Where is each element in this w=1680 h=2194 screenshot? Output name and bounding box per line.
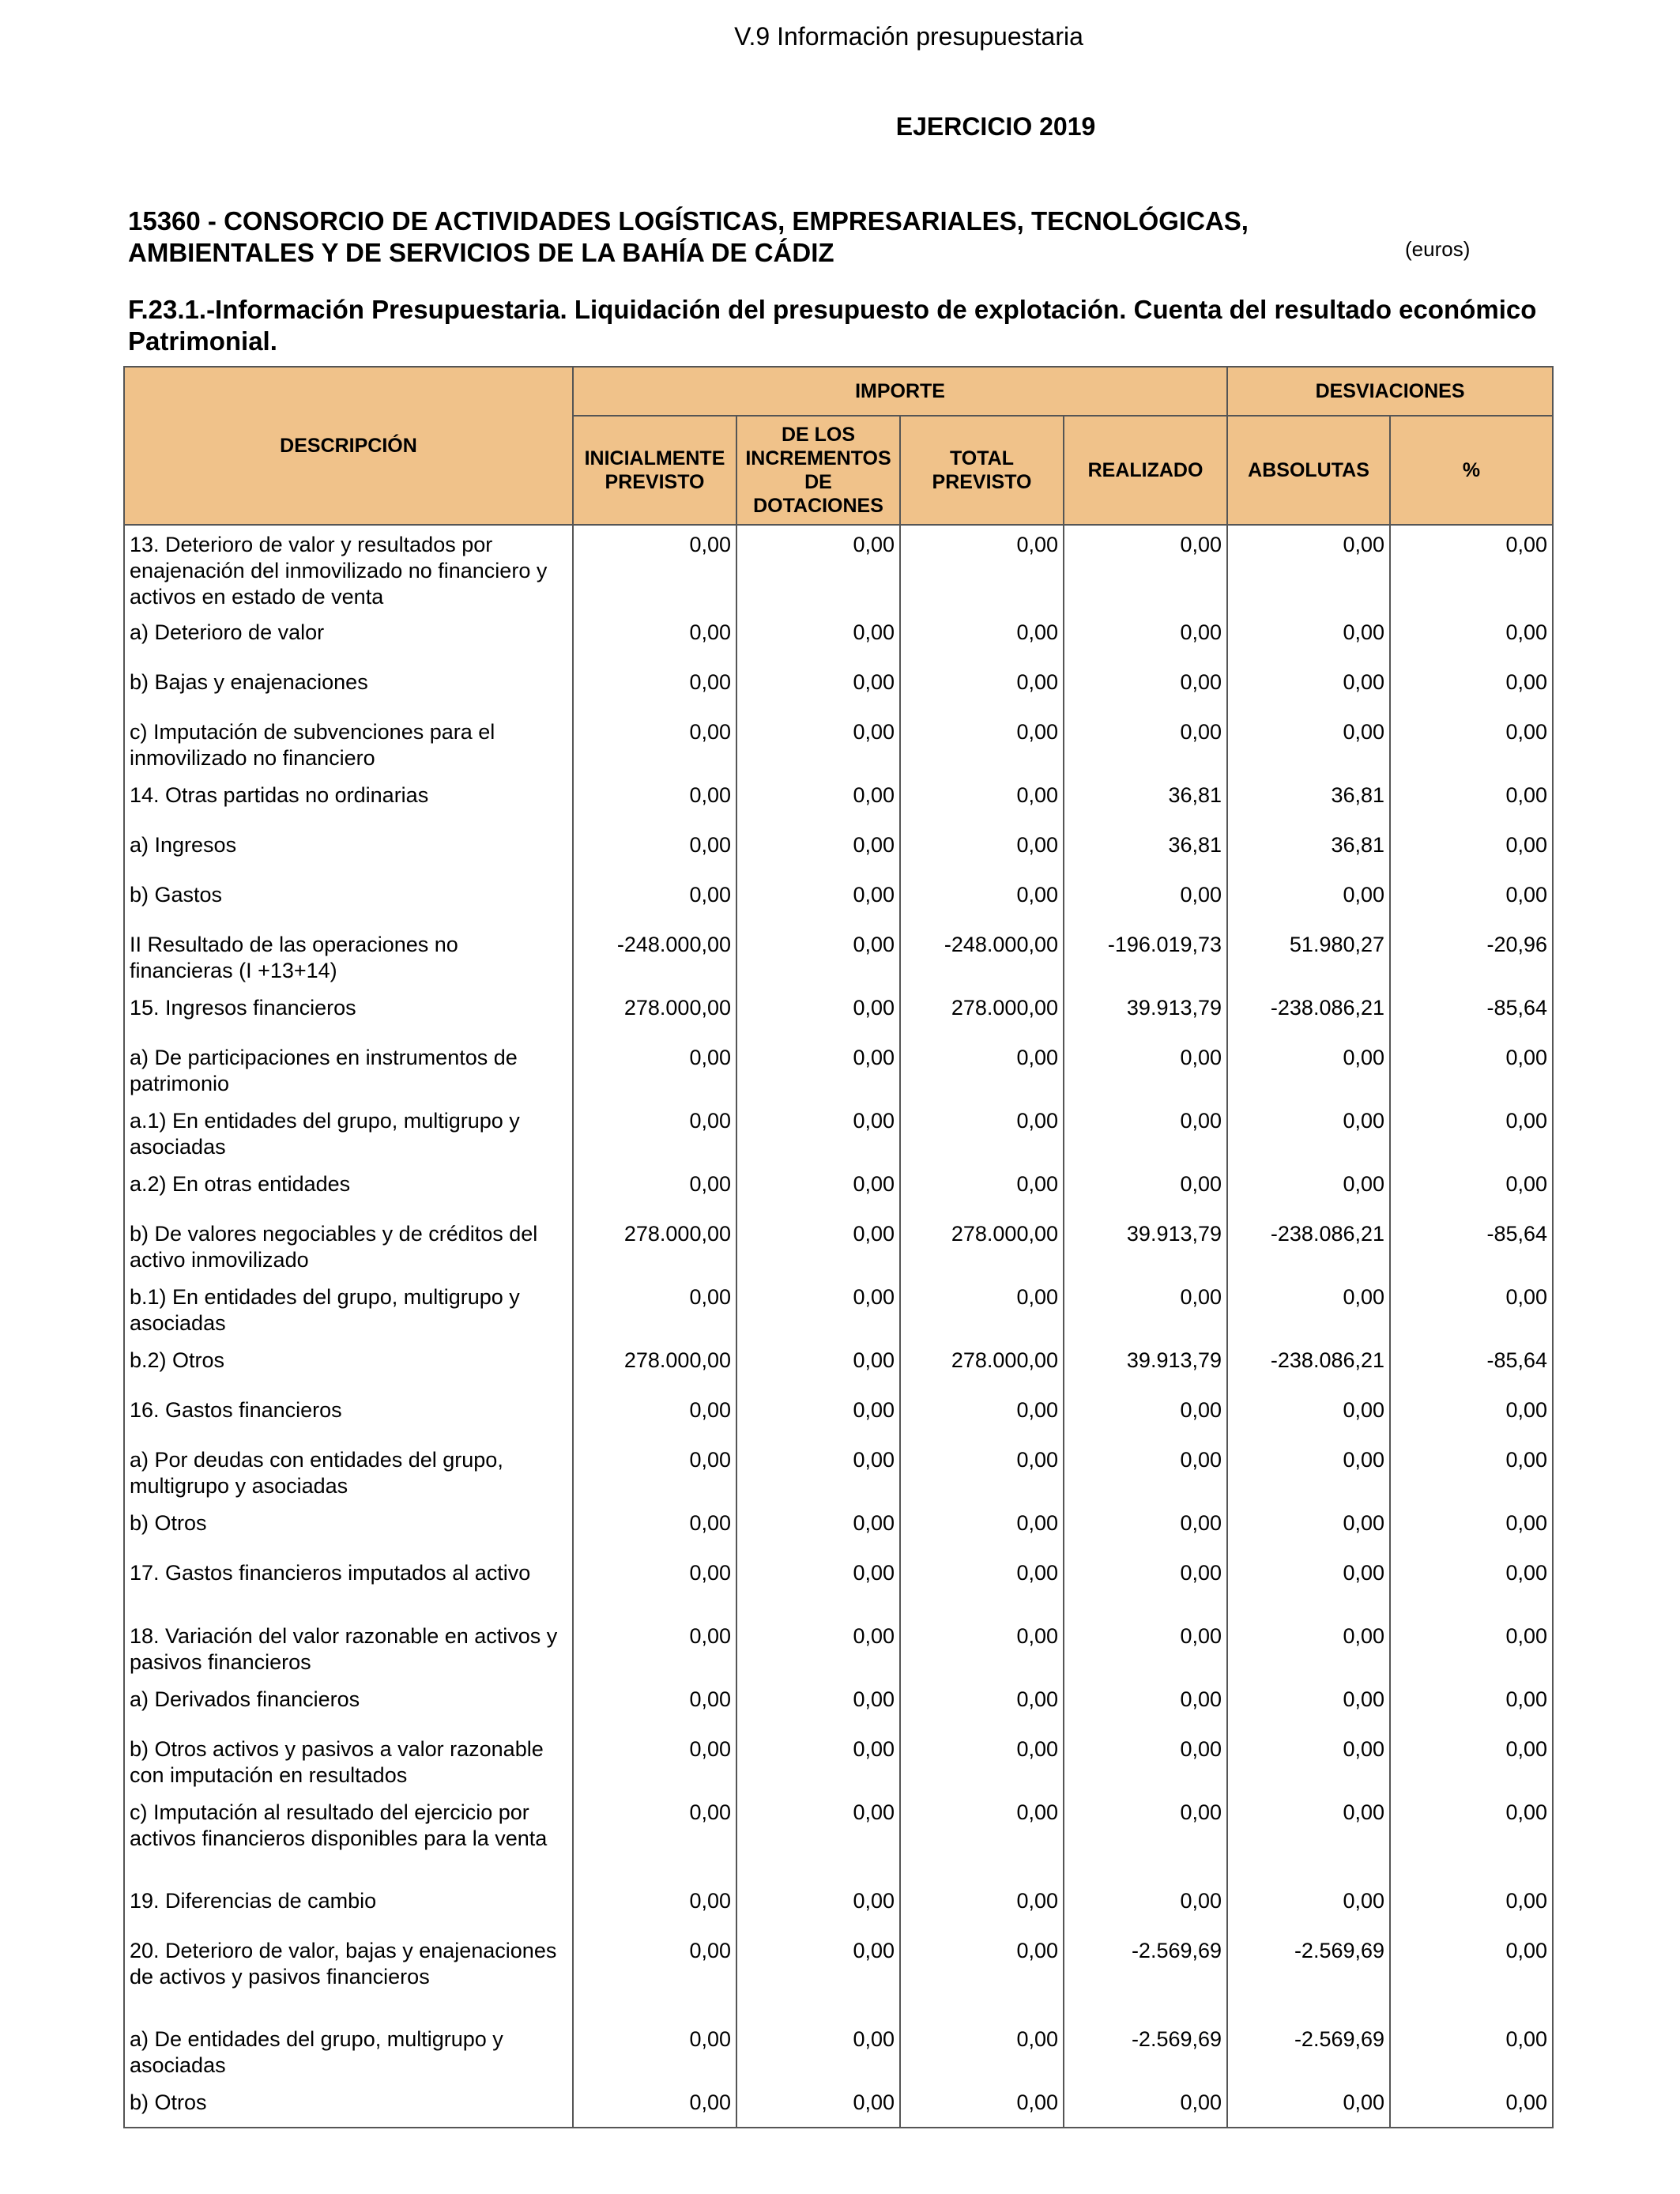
cell-inicialmente-previsto: 278.000,00 [573,1341,736,1391]
table-row [124,1215,1553,1278]
cell-porcentaje: 0,00 [1390,1278,1553,1341]
cell-absolutas: 0,00 [1227,1504,1390,1554]
cell-total-previsto: 0,00 [900,2083,1064,2128]
cell-porcentaje: 0,00 [1390,1932,1553,2020]
cell-realizado: 0,00 [1064,1730,1227,1793]
cell-incrementos: 0,00 [736,713,900,776]
cell-realizado: 0,00 [1064,1680,1227,1730]
cell-realizado: 0,00 [1064,1391,1227,1441]
table-row [124,1102,1553,1165]
cell-absolutas: 0,00 [1227,613,1390,663]
cell-total-previsto: 0,00 [900,1278,1064,1341]
cell-absolutas: 0,00 [1227,1882,1390,1932]
cell-realizado: 36,81 [1064,826,1227,876]
cell-inicialmente-previsto: 0,00 [573,1680,736,1730]
table-row [124,1932,1553,2020]
cell-inicialmente-previsto: 0,00 [573,1932,736,2020]
cell-absolutas: 0,00 [1227,876,1390,925]
cell-realizado: 0,00 [1064,876,1227,925]
cell-realizado: 0,00 [1064,2083,1227,2128]
table-row [124,1793,1553,1882]
entity-name: 15360 - CONSORCIO DE ACTIVIDADES LOGÍSTICAS, EMPRESARIALES, TECNOLÓGICAS, AMBIENTALES Y DE SERVICIOS DE LA BAHÍA DE CÁDIZ [128,206,1249,267]
cell-inicialmente-previsto: 0,00 [573,1617,736,1680]
table-body [124,525,1553,2128]
row-description: b) Otros activos y pasivos a valor razonable con imputación en resultados [124,1730,573,1793]
cell-inicialmente-previsto: 0,00 [573,776,736,826]
cell-total-previsto: 278.000,00 [900,1341,1064,1391]
cell-total-previsto: 278.000,00 [900,1215,1064,1278]
cell-absolutas: 0,00 [1227,1730,1390,1793]
cell-inicialmente-previsto: 0,00 [573,1441,736,1504]
row-description: b) Otros [124,1504,573,1554]
row-description: 17. Gastos financieros imputados al activo [124,1554,573,1617]
cell-total-previsto: 0,00 [900,1039,1064,1102]
table-row [124,713,1553,776]
cell-porcentaje: 0,00 [1390,826,1553,876]
row-description: b.2) Otros [124,1341,573,1391]
row-description: b.1) En entidades del grupo, multigrupo y asociadas [124,1278,573,1341]
cell-incrementos: 0,00 [736,1391,900,1441]
cell-total-previsto: 0,00 [900,1391,1064,1441]
cell-inicialmente-previsto: 0,00 [573,1391,736,1441]
cell-absolutas: 0,00 [1227,713,1390,776]
cell-inicialmente-previsto: 0,00 [573,1793,736,1882]
cell-inicialmente-previsto: 0,00 [573,1554,736,1617]
cell-realizado: 0,00 [1064,1165,1227,1215]
cell-inicialmente-previsto: 0,00 [573,613,736,663]
row-description: II Resultado de las operaciones no financieras (I +13+14) [124,925,573,989]
cell-realizado: 39.913,79 [1064,1215,1227,1278]
cell-absolutas: 0,00 [1227,1278,1390,1341]
cell-realizado: 0,00 [1064,1554,1227,1617]
cell-total-previsto: -248.000,00 [900,925,1064,989]
cell-inicialmente-previsto: 0,00 [573,1102,736,1165]
cell-incrementos: 0,00 [736,1504,900,1554]
cell-incrementos: 0,00 [736,1215,900,1278]
cell-absolutas: 0,00 [1227,1165,1390,1215]
cell-realizado: 0,00 [1064,663,1227,713]
cell-incrementos: 0,00 [736,876,900,925]
table-row [124,1391,1553,1441]
cell-realizado: 0,00 [1064,1793,1227,1882]
cell-incrementos: 0,00 [736,613,900,663]
cell-incrementos: 0,00 [736,1554,900,1617]
cell-incrementos: 0,00 [736,1882,900,1932]
cell-realizado: 0,00 [1064,1039,1227,1102]
row-description: 19. Diferencias de cambio [124,1882,573,1932]
table-row [124,1617,1553,1680]
cell-total-previsto: 0,00 [900,1554,1064,1617]
cell-total-previsto: 0,00 [900,1932,1064,2020]
cell-porcentaje: 0,00 [1390,1441,1553,1504]
row-description: b) Bajas y enajenaciones [124,663,573,713]
row-description: c) Imputación de subvenciones para el inmovilizado no financiero [124,713,573,776]
row-description: a.1) En entidades del grupo, multigrupo y asociadas [124,1102,573,1165]
cell-realizado: -2.569,69 [1064,1932,1227,2020]
table-row [124,1504,1553,1554]
row-description: a) Por deudas con entidades del grupo, multigrupo y asociadas [124,1441,573,1504]
header-desviaciones: DESVIACIONES [1227,367,1553,416]
header-importe: IMPORTE [573,367,1227,416]
header-total-previsto: TOTAL PREVISTO [900,416,1064,525]
cell-inicialmente-previsto: 0,00 [573,1504,736,1554]
cell-incrementos: 0,00 [736,925,900,989]
cell-porcentaje: 0,00 [1390,2020,1553,2083]
cell-inicialmente-previsto: 278.000,00 [573,989,736,1039]
cell-inicialmente-previsto: 0,00 [573,1882,736,1932]
cell-inicialmente-previsto: 278.000,00 [573,1215,736,1278]
cell-realizado: 39.913,79 [1064,1341,1227,1391]
cell-porcentaje: 0,00 [1390,613,1553,663]
cell-incrementos: 0,00 [736,2020,900,2083]
cell-incrementos: 0,00 [736,776,900,826]
cell-inicialmente-previsto: 0,00 [573,2083,736,2128]
header-porcentaje: % [1390,416,1553,525]
cell-realizado: 36,81 [1064,776,1227,826]
cell-inicialmente-previsto: 0,00 [573,826,736,876]
row-description: b) Otros [124,2083,573,2128]
cell-porcentaje: 0,00 [1390,713,1553,776]
cell-porcentaje: 0,00 [1390,1165,1553,1215]
cell-porcentaje: 0,00 [1390,663,1553,713]
header-incrementos: DE LOS INCREMENTOS DE DOTACIONES [736,416,900,525]
cell-incrementos: 0,00 [736,1165,900,1215]
row-description: b) Gastos [124,876,573,925]
table-row [124,1730,1553,1793]
table-row [124,663,1553,713]
exercise-title: EJERCICIO 2019 [895,112,1096,141]
cell-incrementos: 0,00 [736,1680,900,1730]
cell-absolutas: 0,00 [1227,663,1390,713]
cell-incrementos: 0,00 [736,1730,900,1793]
cell-absolutas: -238.086,21 [1227,1341,1390,1391]
cell-absolutas: 0,00 [1227,2083,1390,2128]
table-row [124,2083,1553,2128]
cell-total-previsto: 0,00 [900,663,1064,713]
cell-incrementos: 0,00 [736,826,900,876]
header-inicialmente-previsto: INICIALMENTE PREVISTO [573,416,736,525]
cell-inicialmente-previsto: -248.000,00 [573,925,736,989]
table-row [124,826,1553,876]
cell-porcentaje: 0,00 [1390,525,1553,613]
cell-incrementos: 0,00 [736,989,900,1039]
cell-absolutas: 0,00 [1227,1391,1390,1441]
cell-total-previsto: 0,00 [900,826,1064,876]
table-row [124,1441,1553,1504]
cell-realizado: -196.019,73 [1064,925,1227,989]
header-descripcion: DESCRIPCIÓN [124,367,573,525]
cell-incrementos: 0,00 [736,1341,900,1391]
table-row [124,876,1553,925]
cell-porcentaje: 0,00 [1390,1391,1553,1441]
cell-porcentaje: 0,00 [1390,1730,1553,1793]
cell-total-previsto: 0,00 [900,2020,1064,2083]
cell-incrementos: 0,00 [736,663,900,713]
cell-absolutas: 0,00 [1227,1441,1390,1504]
cell-realizado: 0,00 [1064,1882,1227,1932]
cell-total-previsto: 0,00 [900,1793,1064,1882]
row-description: b) De valores negociables y de créditos del activo inmovilizado [124,1215,573,1278]
cell-porcentaje: 0,00 [1390,876,1553,925]
cell-incrementos: 0,00 [736,1278,900,1341]
cell-porcentaje: 0,00 [1390,1039,1553,1102]
cell-total-previsto: 0,00 [900,1730,1064,1793]
header-absolutas: ABSOLUTAS [1227,416,1390,525]
cell-porcentaje: -20,96 [1390,925,1553,989]
cell-realizado: 0,00 [1064,525,1227,613]
cell-absolutas: -238.086,21 [1227,989,1390,1039]
table-row [124,1882,1553,1932]
cell-porcentaje: -85,64 [1390,1341,1553,1391]
cell-realizado: -2.569,69 [1064,2020,1227,2083]
row-description: 20. Deterioro de valor, bajas y enajenaciones de activos y pasivos financieros [124,1932,573,2020]
cell-total-previsto: 278.000,00 [900,989,1064,1039]
cell-porcentaje: -85,64 [1390,989,1553,1039]
cell-porcentaje: 0,00 [1390,2083,1553,2128]
cell-incrementos: 0,00 [736,1039,900,1102]
cell-incrementos: 0,00 [736,1441,900,1504]
row-description: 13. Deterioro de valor y resultados por enajenación del inmovilizado no financiero y activos en estado de venta [124,525,573,613]
row-description: c) Imputación al resultado del ejercicio por activos financieros disponibles para la venta [124,1793,573,1882]
cell-total-previsto: 0,00 [900,613,1064,663]
table-row [124,2020,1553,2083]
row-description: 15. Ingresos financieros [124,989,573,1039]
cell-total-previsto: 0,00 [900,713,1064,776]
table-row [124,1278,1553,1341]
cell-total-previsto: 0,00 [900,1617,1064,1680]
cell-total-previsto: 0,00 [900,1504,1064,1554]
cell-porcentaje: 0,00 [1390,1793,1553,1882]
cell-absolutas: 36,81 [1227,826,1390,876]
cell-absolutas: -2.569,69 [1227,2020,1390,2083]
cell-total-previsto: 0,00 [900,1882,1064,1932]
row-description: a) Ingresos [124,826,573,876]
cell-realizado: 0,00 [1064,1102,1227,1165]
form-title: F.23.1.-Información Presupuestaria. Liquidación del presupuesto de explotación. Cuenta del resultado económico Patrimonial. [128,295,1537,356]
cell-absolutas: 0,00 [1227,1102,1390,1165]
cell-realizado: 0,00 [1064,1617,1227,1680]
table-row [124,1165,1553,1215]
row-description: 14. Otras partidas no ordinarias [124,776,573,826]
cell-total-previsto: 0,00 [900,525,1064,613]
cell-incrementos: 0,00 [736,1102,900,1165]
row-description: a) De entidades del grupo, multigrupo y asociadas [124,2020,573,2083]
cell-inicialmente-previsto: 0,00 [573,525,736,613]
cell-porcentaje: 0,00 [1390,776,1553,826]
cell-porcentaje: 0,00 [1390,1102,1553,1165]
cell-porcentaje: 0,00 [1390,1882,1553,1932]
cell-total-previsto: 0,00 [900,876,1064,925]
cell-porcentaje: 0,00 [1390,1504,1553,1554]
cell-inicialmente-previsto: 0,00 [573,1165,736,1215]
table-row [124,1341,1553,1391]
row-description: a) Derivados financieros [124,1680,573,1730]
cell-porcentaje: 0,00 [1390,1680,1553,1730]
cell-absolutas: 0,00 [1227,1039,1390,1102]
cell-inicialmente-previsto: 0,00 [573,1278,736,1341]
cell-inicialmente-previsto: 0,00 [573,2020,736,2083]
row-description: 18. Variación del valor razonable en activos y pasivos financieros [124,1617,573,1680]
cell-total-previsto: 0,00 [900,1165,1064,1215]
budget-table [123,366,1554,2128]
table-row [124,613,1553,663]
table-row [124,776,1553,826]
header-realizado: REALIZADO [1064,416,1227,525]
cell-inicialmente-previsto: 0,00 [573,1730,736,1793]
cell-realizado: 0,00 [1064,1504,1227,1554]
row-description: 16. Gastos financieros [124,1391,573,1441]
table-row [124,1554,1553,1617]
cell-inicialmente-previsto: 0,00 [573,1039,736,1102]
cell-porcentaje: 0,00 [1390,1617,1553,1680]
cell-absolutas: -2.569,69 [1227,1932,1390,2020]
cell-total-previsto: 0,00 [900,776,1064,826]
cell-absolutas: -238.086,21 [1227,1215,1390,1278]
cell-absolutas: 0,00 [1227,1680,1390,1730]
table-row [124,925,1553,989]
cell-inicialmente-previsto: 0,00 [573,876,736,925]
cell-inicialmente-previsto: 0,00 [573,663,736,713]
cell-absolutas: 36,81 [1227,776,1390,826]
table-row [124,1039,1553,1102]
cell-total-previsto: 0,00 [900,1680,1064,1730]
cell-absolutas: 0,00 [1227,525,1390,613]
table-row [124,525,1553,613]
cell-realizado: 0,00 [1064,613,1227,663]
cell-incrementos: 0,00 [736,2083,900,2128]
cell-absolutas: 0,00 [1227,1793,1390,1882]
cell-incrementos: 0,00 [736,1793,900,1882]
row-description: a) De participaciones en instrumentos de patrimonio [124,1039,573,1102]
cell-realizado: 0,00 [1064,1278,1227,1341]
cell-incrementos: 0,00 [736,525,900,613]
row-description: a) Deterioro de valor [124,613,573,663]
cell-absolutas: 51.980,27 [1227,925,1390,989]
cell-realizado: 39.913,79 [1064,989,1227,1039]
cell-absolutas: 0,00 [1227,1554,1390,1617]
cell-inicialmente-previsto: 0,00 [573,713,736,776]
cell-absolutas: 0,00 [1227,1617,1390,1680]
cell-realizado: 0,00 [1064,713,1227,776]
cell-porcentaje: 0,00 [1390,1554,1553,1617]
row-description: a.2) En otras entidades [124,1165,573,1215]
cell-total-previsto: 0,00 [900,1441,1064,1504]
table-header [124,367,1553,525]
table-row [124,1680,1553,1730]
cell-porcentaje: -85,64 [1390,1215,1553,1278]
cell-incrementos: 0,00 [736,1617,900,1680]
cell-incrementos: 0,00 [736,1932,900,2020]
table-row [124,989,1553,1039]
cell-total-previsto: 0,00 [900,1102,1064,1165]
units-label: (euros) [1405,237,1471,261]
section-title: V.9 Información presupuestaria [734,22,1083,51]
cell-realizado: 0,00 [1064,1441,1227,1504]
